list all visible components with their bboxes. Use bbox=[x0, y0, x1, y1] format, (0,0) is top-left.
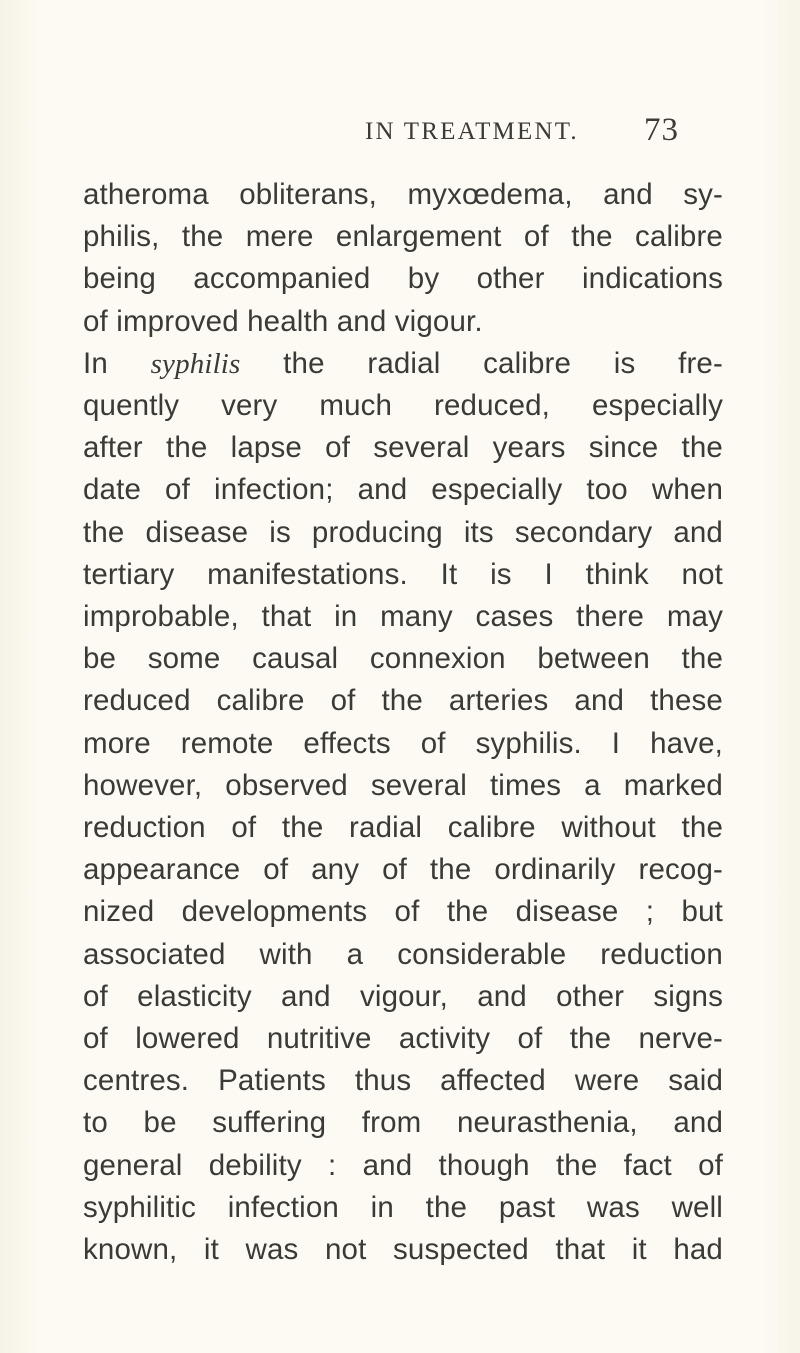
text-line: philis, the mere enlargement of the calibre bbox=[83, 220, 723, 254]
text-line: however, observed several times a marked bbox=[83, 768, 723, 802]
text-line: being accompanied by other indications bbox=[83, 262, 723, 296]
text-line: be some causal connexion between the bbox=[83, 642, 723, 676]
text-line: date of infection; and especially too when bbox=[83, 473, 723, 507]
text-line: general debility : and though the fact of bbox=[83, 1148, 723, 1182]
text-line-paragraph-start bbox=[83, 343, 723, 385]
text-line: to be suffering from neurasthenia, and bbox=[83, 1106, 723, 1140]
text-fragment: the radial calibre is fre- bbox=[283, 346, 723, 380]
text-line: improbable, that in many cases there may bbox=[83, 600, 723, 634]
body-text bbox=[83, 174, 723, 1271]
text-line: known, it was not suspected that it had bbox=[83, 1233, 723, 1267]
text-line: of elasticity and vigour, and other signs bbox=[83, 979, 723, 1013]
text-line: the disease is producing its secondary and bbox=[83, 515, 723, 549]
text-line: reduced calibre of the arteries and these bbox=[83, 684, 723, 718]
text-fragment: In bbox=[83, 346, 108, 380]
italic-term: syphilis bbox=[150, 347, 241, 380]
text-line: of improved health and vigour. bbox=[83, 304, 483, 338]
text-line: of lowered nutritive activity of the nerve- bbox=[83, 1022, 723, 1056]
text-line: after the lapse of several years since the bbox=[83, 431, 723, 465]
running-header bbox=[0, 112, 800, 156]
page-number: 73 bbox=[644, 112, 679, 148]
text-line: appearance of any of the ordinarily recog- bbox=[83, 853, 723, 887]
text-line: more remote effects of syphilis. I have, bbox=[83, 726, 723, 760]
text-line: atheroma obliterans, myxœdema, and sy- bbox=[83, 178, 723, 211]
text-line: quently very much reduced, especially bbox=[83, 389, 723, 423]
text-line: associated with a considerable reduction bbox=[83, 937, 723, 971]
text-line: tertiary manifestations. It is I think not bbox=[83, 557, 723, 591]
text-line: reduction of the radial calibre without the bbox=[83, 811, 723, 845]
text-line: syphilitic infection in the past was well bbox=[83, 1190, 723, 1224]
running-title: IN TREATMENT. bbox=[365, 118, 579, 145]
text-line: centres. Patients thus affected were said bbox=[83, 1064, 723, 1098]
text-line: nized developments of the disease ; but bbox=[83, 895, 723, 929]
